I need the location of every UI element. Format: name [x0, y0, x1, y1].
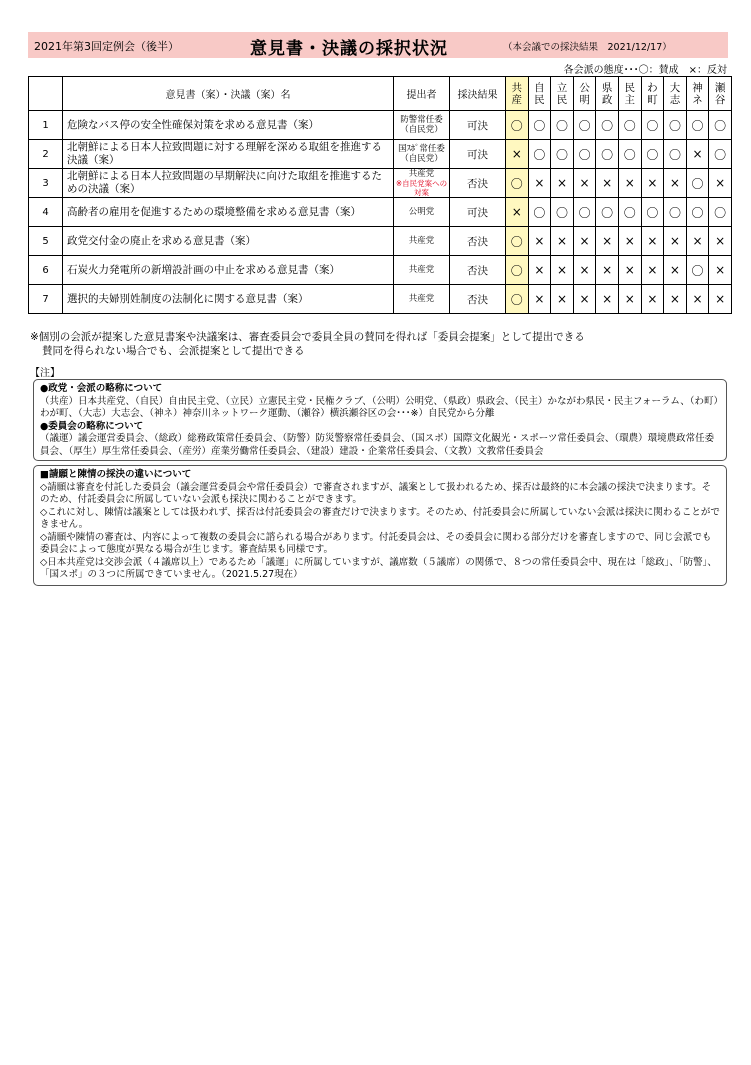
vote-cell: ×: [551, 285, 574, 314]
faction-char: 瀬: [714, 81, 726, 94]
row-result: 可決: [450, 140, 506, 169]
submitter-line: （自民党）: [400, 154, 443, 164]
page-title: 意見書・決議の採択状況: [250, 39, 448, 59]
row-submitter: [394, 285, 450, 314]
row-number: 7: [29, 285, 63, 314]
vote-cell: ×: [551, 256, 574, 285]
row-title: 石炭火力発電所の新増設計画の中止を求める意見書（案）: [63, 256, 394, 285]
vote-cell: 〇: [618, 198, 641, 227]
vote-cell: 〇: [686, 169, 709, 198]
vote-cell: 〇: [641, 111, 664, 140]
table-row: [29, 198, 732, 227]
row-number: 4: [29, 198, 63, 227]
vote-cell: ×: [664, 227, 687, 256]
row-title: 危険なバス停の安全性確保対策を求める意見書（案）: [63, 111, 394, 140]
vote-cell: ×: [506, 198, 529, 227]
vote-cell: ×: [596, 256, 619, 285]
faction-char: 共: [511, 81, 523, 94]
row-result: 否決: [450, 227, 506, 256]
petition-item: ◇請願は審査を付託した委員会（議会運営委員会や常任委員会）で審査されますが、議案として扱われるため、採否は最終的に本会議の採決で決まります。そのため、付託委員会に所属していない会派も採決に関わることができます。: [40, 481, 712, 505]
vote-cell: ×: [528, 256, 551, 285]
faction-header: [506, 77, 529, 111]
vote-cell: ×: [596, 169, 619, 198]
row-result: 可決: [450, 198, 506, 227]
row-submitter: [394, 169, 450, 198]
table-row: [29, 227, 732, 256]
vote-legend: 各会派の態度･･･〇：賛成 ×：反対: [563, 65, 727, 76]
vote-cell: ×: [551, 227, 574, 256]
vote-cell: ×: [618, 227, 641, 256]
vote-cell: 〇: [551, 140, 574, 169]
submitter-line: 共産党: [408, 294, 435, 304]
submitter-line: 防警常任委: [400, 115, 443, 125]
table-row: [29, 169, 732, 198]
faction-header: [573, 77, 596, 111]
row-submitter: [394, 256, 450, 285]
faction-char: 産: [511, 93, 523, 106]
faction-header: [596, 77, 619, 111]
faction-char: 志: [669, 93, 681, 106]
row-number: 6: [29, 256, 63, 285]
header-result: 採決結果: [450, 77, 506, 111]
petition-heading: ■請願と陳情の採決の違いについて: [40, 469, 192, 480]
vote-cell: 〇: [573, 111, 596, 140]
row-title: 北朝鮮による日本人拉致問題に対する理解を深める取組を推進する決議（案）: [63, 140, 394, 169]
faction-char: 明: [579, 93, 590, 106]
faction-char: 県: [601, 81, 613, 94]
row-result: 否決: [450, 256, 506, 285]
vote-cell: 〇: [551, 111, 574, 140]
vote-cell: 〇: [664, 111, 687, 140]
row-result: 否決: [450, 169, 506, 198]
row-submitter: [394, 140, 450, 169]
committee-abbrev-heading: ●委員会の略称について: [40, 420, 144, 432]
faction-char: 政: [601, 93, 613, 106]
vote-cell: 〇: [664, 198, 687, 227]
faction-char: ネ: [692, 93, 703, 106]
vote-cell: ×: [573, 256, 596, 285]
submitter-line: 共産党: [408, 265, 435, 275]
vote-cell: 〇: [528, 111, 551, 140]
vote-cell: 〇: [618, 140, 641, 169]
vote-cell: 〇: [506, 111, 529, 140]
vote-cell: ×: [686, 285, 709, 314]
submitter-note: ※自民党案への対案: [395, 179, 448, 197]
faction-char: 主: [624, 93, 636, 106]
faction-char: 民: [556, 93, 568, 106]
petition-box: [33, 465, 727, 586]
vote-cell: 〇: [709, 111, 732, 140]
vote-cell: 〇: [573, 140, 596, 169]
header-title: 意見書（案）・決議（案）名: [63, 77, 394, 111]
row-title: 選択的夫婦別姓制度の法制化に関する意見書（案）: [63, 285, 394, 314]
party-abbrev-text: （共産）日本共産党、（自民）自由民主党、（立民）立憲民主党・民権クラブ、（公明）公明党、（県政）県政会、（民主）かながわ県民・民主フォーラム、（わ町）わが町、（大志）大志会、（神ネ）神奈川ネットワーク運動、（瀬谷）横浜瀬谷区の会･･･※）自民党から分離: [40, 395, 719, 419]
vote-cell: 〇: [551, 198, 574, 227]
header-banner: [28, 32, 728, 58]
row-title: 高齢者の雇用を促進するための環境整備を求める意見書（案）: [63, 198, 394, 227]
row-result: 可決: [450, 111, 506, 140]
vote-cell: ×: [664, 256, 687, 285]
footnote-line-1: ※個別の会派が提案した意見書案や決議案は、審査委員会で委員全員の賛同を得れば「委員会提案」として提出できる: [30, 331, 585, 343]
footnote-line-2: 賛同を得られない場合でも、会派提案として提出できる: [42, 345, 305, 357]
vote-cell: ×: [641, 256, 664, 285]
vote-cell: ×: [573, 285, 596, 314]
vote-cell: 〇: [506, 285, 529, 314]
vote-cell: ×: [618, 169, 641, 198]
vote-cell: ×: [618, 285, 641, 314]
vote-cell: 〇: [686, 111, 709, 140]
vote-cell: 〇: [506, 227, 529, 256]
vote-cell: 〇: [641, 140, 664, 169]
vote-cell: 〇: [506, 169, 529, 198]
abbreviation-box: [33, 379, 727, 461]
faction-char: 谷: [714, 93, 726, 106]
vote-cell: ×: [506, 140, 529, 169]
vote-cell: ×: [551, 169, 574, 198]
faction-char: 大: [669, 81, 681, 94]
vote-cell: 〇: [664, 140, 687, 169]
vote-cell: ×: [641, 285, 664, 314]
row-number: 1: [29, 111, 63, 140]
vote-cell: ×: [596, 227, 619, 256]
vote-cell: ×: [618, 256, 641, 285]
row-submitter: [394, 111, 450, 140]
vote-cell: 〇: [709, 198, 732, 227]
vote-cell: 〇: [573, 198, 596, 227]
row-number: 3: [29, 169, 63, 198]
row-submitter: [394, 198, 450, 227]
petition-item: ◇日本共産党は交渉会派（４議席以上）であるため「議運」に所属していますが、議席数（５議席）の関係で、８つの常任委員会中、現在は「総政」、「防警」、「国スポ」の３つに所属できていません。（2021.5.27現在）: [40, 556, 717, 580]
vote-cell: 〇: [528, 198, 551, 227]
faction-char: 民: [624, 81, 636, 94]
vote-cell: ×: [528, 285, 551, 314]
petition-item: ◇請願や陳情の審査は、内容によって複数の委員会に諮られる場合があります。付託委員会は、その委員会に関わる部分だけを審査しますので、同じ会派でも委員会によって態度が異なる場合が生じます。審査結果も同様です。: [40, 531, 712, 555]
session-label: 2021年第3回定例会（後半）: [34, 40, 179, 53]
vote-cell: ×: [709, 285, 732, 314]
vote-cell: ×: [573, 227, 596, 256]
vote-cell: ×: [686, 227, 709, 256]
faction-header: [709, 77, 732, 111]
notes-label: 【注】: [30, 368, 60, 379]
party-abbrev-heading: ●政党・会派の略称について: [40, 383, 163, 394]
vote-cell: 〇: [686, 198, 709, 227]
vote-cell: ×: [664, 169, 687, 198]
resolution-table: [28, 76, 732, 314]
vote-cell: 〇: [596, 140, 619, 169]
faction-header: [551, 77, 574, 111]
row-number: 2: [29, 140, 63, 169]
faction-char: 公: [579, 81, 590, 94]
vote-cell: 〇: [528, 140, 551, 169]
submitter-line: 共産党: [408, 169, 435, 179]
faction-char: わ: [647, 81, 658, 94]
faction-header: [686, 77, 709, 111]
table-row: [29, 140, 732, 169]
vote-cell: 〇: [596, 198, 619, 227]
row-number: 5: [29, 227, 63, 256]
vote-cell: ×: [709, 169, 732, 198]
committee-abbrev-text: （議運）議会運営委員会、（総政）総務政策常任委員会、（防警）防災警察常任委員会、（国スポ）国際文化観光・スポーツ常任委員会、（環農）環境農政常任委員会、（厚生）厚生常任委員会、（産労）産業労働常任委員会、（建設）建設・企業常任委員会、（文教）文教常任委員会: [40, 433, 715, 457]
faction-char: 町: [647, 93, 658, 106]
vote-cell: ×: [528, 169, 551, 198]
table-row: [29, 285, 732, 314]
vote-cell: ×: [596, 285, 619, 314]
vote-cell: 〇: [596, 111, 619, 140]
faction-char: 民: [534, 93, 545, 106]
faction-char: 神: [692, 81, 703, 94]
header-submitter: 提出者: [394, 77, 450, 111]
vote-cell: 〇: [506, 256, 529, 285]
vote-cell: ×: [664, 285, 687, 314]
submitter-line: （自民党）: [400, 125, 443, 135]
vote-cell: 〇: [618, 111, 641, 140]
vote-cell: 〇: [709, 140, 732, 169]
vote-cell: ×: [641, 227, 664, 256]
submitter-line: 公明党: [408, 207, 435, 217]
table-row: [29, 256, 732, 285]
vote-cell: ×: [709, 227, 732, 256]
row-result: 否決: [450, 285, 506, 314]
vote-cell: 〇: [641, 198, 664, 227]
vote-cell: 〇: [686, 256, 709, 285]
row-submitter: [394, 227, 450, 256]
vote-cell: ×: [641, 169, 664, 198]
faction-char: 立: [556, 81, 568, 94]
faction-header: [664, 77, 687, 111]
row-title: 政党交付金の廃止を求める意見書（案）: [63, 227, 394, 256]
table-row: [29, 111, 732, 140]
vote-cell: ×: [709, 256, 732, 285]
petition-item: ◇これに対し、陳情は議案としては扱われず、採否は付託委員会の審査だけで決まります。そのため、付託委員会に所属していない会派は採決に関わることができません。: [40, 506, 720, 530]
vote-cell: ×: [528, 227, 551, 256]
faction-header: [641, 77, 664, 111]
row-title: 北朝鮮による日本人拉致問題の早期解決に向けた取組を推進するための決議（案）: [63, 169, 394, 198]
submitter-line: 共産党: [408, 236, 435, 246]
faction-char: 自: [534, 81, 545, 94]
vote-date-note: （本会議での採決結果 2021/12/17）: [503, 42, 672, 53]
submitter-line: 国ｽﾎﾟ常任委: [398, 144, 445, 154]
footnote: [30, 330, 585, 358]
faction-header: [528, 77, 551, 111]
header-no: [29, 77, 63, 111]
vote-cell: ×: [573, 169, 596, 198]
faction-header: [618, 77, 641, 111]
table-header-row: [29, 77, 732, 111]
vote-cell: ×: [686, 140, 709, 169]
